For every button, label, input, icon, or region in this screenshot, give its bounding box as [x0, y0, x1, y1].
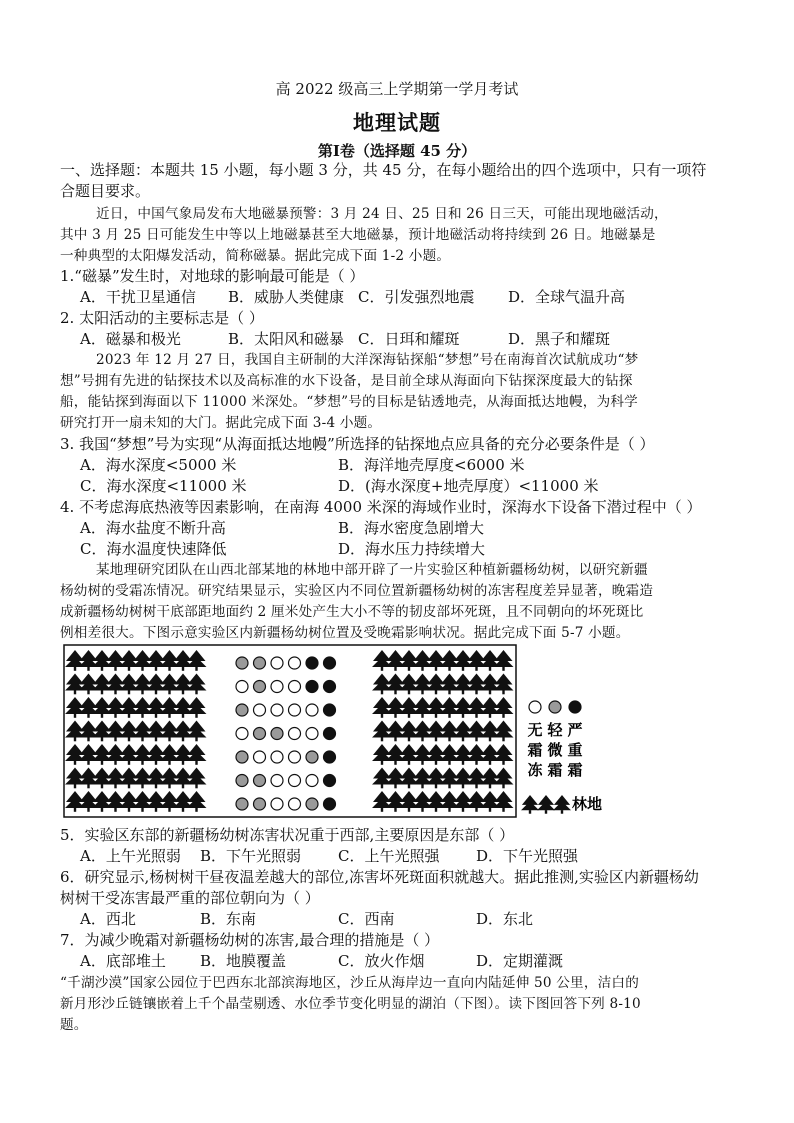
q6-option-d[interactable]: D．东北 [476, 910, 534, 928]
q6-option-c[interactable]: C．西南 [338, 910, 395, 928]
seedling-none [271, 657, 283, 669]
q3-stem: 3. 我国“梦想”号为实现“从海面抵达地幔”所选择的钻探地点应具备的充分必要条件是（ ） [60, 435, 655, 453]
seedling-none [271, 775, 283, 787]
passage4-line-3: 题。 [60, 1017, 88, 1033]
q2-stem: 2. 太阳活动的主要标志是（ ） [60, 309, 264, 327]
q6-option-a[interactable]: A．西北 [80, 910, 136, 928]
legend-label-char: 重 [567, 742, 583, 759]
q7-option-b[interactable]: B．地膜覆盖 [200, 952, 287, 970]
seedling-severe [324, 751, 336, 763]
q7-option-d[interactable]: D．定期灌溉 [476, 952, 564, 970]
seedling-severe [324, 704, 336, 716]
passage4-line-1: “千湖沙漠”国家公园位于巴西东北部滨海地区，沙丘从海岸边一直向内陆延伸 50 公里，洁白的 [60, 975, 639, 991]
passage3-line-4: 例相差很大。下图示意实验区内新疆杨幼树位置及受晚霜影响状况。据此完成下面 5-7 小题。 [60, 625, 630, 641]
exam-line: 高 2022 级高三上学期第一学月考试 [275, 80, 519, 98]
passage3-line-1: 某地理研究团队在山西北部某地的林地中部开辟了一片实验区种植新疆杨幼树，以研究新疆 [96, 562, 648, 578]
seedling-none [236, 681, 248, 693]
legend-label-char: 微 [547, 742, 563, 759]
seedling-severe [324, 657, 336, 669]
seedling-none [271, 704, 283, 716]
seedling-none [289, 657, 301, 669]
q7-stem: 7．为减少晚霜对新疆杨幼树的冻害,最合理的措施是（ ） [60, 931, 440, 949]
seedling-light [254, 798, 266, 810]
q5-stem: 5．实验区东部的新疆杨幼树冻害状况重于西部,主要原因是东部（ ） [60, 826, 515, 844]
seedling-none [306, 775, 318, 787]
passage3-line-3: 成新疆杨幼树树干底部距地面约 2 厘米处产生大小不等的韧皮部坏死斑，且不同朝向的坏死斑比 [60, 604, 644, 620]
q5-option-d[interactable]: D．下午光照强 [476, 847, 579, 865]
seedling-light [236, 798, 248, 810]
legend-label-char: 严 [567, 722, 583, 739]
seedling-light [254, 775, 266, 787]
seedling-severe [324, 681, 336, 693]
seedling-none [254, 704, 266, 716]
legend-forest-label: 林地 [572, 796, 603, 813]
q1-option-b[interactable]: B．威胁人类健康 [228, 288, 345, 306]
q2-option-c[interactable]: C．日珥和耀斑 [358, 330, 460, 348]
seedling-none [289, 728, 301, 740]
legend-swatch [569, 701, 581, 713]
passage1-line-1: 近日，中国气象局发布大地磁暴预警：3 月 24 日、25 日和 26 日三天，可能出现地磁活动， [96, 206, 668, 222]
legend-label-char: 轻 [547, 722, 563, 739]
seedling-none [306, 728, 318, 740]
q2-option-a[interactable]: A．磁暴和极光 [80, 330, 181, 348]
seedling-light [236, 751, 248, 763]
passage2-line-2: 想”号拥有先进的钻探技术以及高标准的水下设备，是目前全球从海面向下钻探深度最大的钻探 [60, 373, 633, 389]
seedling-severe [324, 798, 336, 810]
seedling-severe [306, 657, 318, 669]
seedling-none [289, 704, 301, 716]
legend-label-char: 无 [527, 722, 543, 739]
seedling-light [236, 657, 248, 669]
seedling-light [236, 775, 248, 787]
seedling-none [289, 798, 301, 810]
tree-icon [553, 795, 571, 814]
q5-option-a[interactable]: A．上午光照弱 [80, 847, 181, 865]
q3-option-b[interactable]: B．海洋地壳厚度<6000 米 [338, 456, 525, 474]
seedling-none [289, 681, 301, 693]
q1-option-d[interactable]: D．全球气温升高 [508, 288, 626, 306]
seedling-none [289, 775, 301, 787]
q4-option-b[interactable]: B．海水密度急剧增大 [338, 519, 485, 537]
passage1-line-2: 其中 3 月 25 日可能发生中等以上地磁暴甚至大地磁暴，预计地磁活动将持续到 26 日。地磁暴是 [60, 227, 656, 243]
q4-stem: 4. 不考虑海底热液等因素影响，在南海 4000 米深的海域作业时，深海水下设备下潜过程中（ ） [60, 498, 702, 516]
seedling-none [254, 751, 266, 763]
figure-legend [521, 701, 602, 814]
passage2-line-3: 船，能钻探到海面以下 11000 米深处。“梦想”号的目标是钻透地壳，从海面抵达地幔，为科学 [60, 394, 638, 410]
passage2-line-1: 2023 年 12 月 27 日，我国自主研制的大洋深海钻探船“梦想”号在南海首次试航成功“梦 [96, 352, 639, 368]
q3-option-a[interactable]: A．海水深度<5000 米 [80, 456, 237, 474]
seedling-none [271, 798, 283, 810]
tree-icon [521, 795, 539, 814]
legend-label-char: 霜 [547, 762, 563, 779]
seedling-none [271, 751, 283, 763]
tree-icon [537, 795, 555, 814]
q5-option-b[interactable]: B．下午光照弱 [200, 847, 302, 865]
legend-swatch [549, 701, 561, 713]
q1-stem: 1.“磁暴”发生时，对地球的影响最可能是（ ） [60, 267, 365, 285]
q1-option-a[interactable]: A．干扰卫星通信 [80, 288, 196, 306]
seedling-light [306, 751, 318, 763]
seedling-light [236, 704, 248, 716]
q6-stem-line-2: 树树干受冻害最严重的部位朝向为（ ） [60, 889, 320, 907]
q5-option-c[interactable]: C．上午光照强 [338, 847, 440, 865]
q3-option-d[interactable]: D．(海水深度+地壳厚度）<11000 米 [338, 477, 599, 495]
q7-option-a[interactable]: A．底部堆土 [80, 952, 166, 970]
q6-stem-line-1: 6．研究显示,杨树树干昼夜温差越大的部位,冻害坏死斑面积就越大。据此推测,实验区内新疆杨幼 [60, 868, 699, 886]
seedling-light [271, 728, 283, 740]
subject-title: 地理试题 [353, 110, 441, 135]
q2-option-b[interactable]: B．太阳风和磁暴 [228, 330, 345, 348]
section-title: 第Ⅰ卷（选择题 45 分） [317, 142, 477, 160]
seedling-light [254, 728, 266, 740]
passage3-line-2: 杨幼树的受霜冻情况。研究结果显示，实验区内不同位置新疆杨幼树的冻害程度差异显著，晚霜造 [60, 583, 654, 599]
seedling-light [254, 657, 266, 669]
seedling-none [271, 681, 283, 693]
q4-option-d[interactable]: D．海水压力持续增大 [338, 540, 486, 558]
passage4-line-2: 新月形沙丘链镶嵌着上千个晶莹剔透、水位季节变化明显的湖泊（下图）。读下图回答下列 8-10 [60, 996, 641, 1012]
instructions-line-2: 合题目要求。 [60, 182, 151, 200]
legend-swatch [529, 701, 541, 713]
q3-option-c[interactable]: C．海水深度<11000 米 [80, 477, 247, 495]
seedling-severe [306, 681, 318, 693]
passage2-line-4: 研究打开一扇未知的大门。据此完成下面 3-4 小题。 [60, 415, 382, 431]
legend-label-char: 霜 [527, 742, 543, 759]
q6-option-b[interactable]: B．东南 [200, 910, 257, 928]
frost-figure [60, 643, 620, 823]
legend-label-char: 冻 [527, 762, 543, 779]
instructions-line-1: 一、选择题：本题共 15 小题，每小题 3 分，共 45 分，在每小题给出的四个选项中，只有一项符 [60, 161, 707, 179]
seedling-none [306, 704, 318, 716]
q4-option-a[interactable]: A．海水盐度不断升高 [80, 519, 226, 537]
seedling-none [236, 728, 248, 740]
seedling-severe [324, 728, 336, 740]
q1-option-c[interactable]: C．引发强烈地震 [358, 288, 475, 306]
seedling-severe [324, 775, 336, 787]
q4-option-c[interactable]: C．海水温度快速降低 [80, 540, 227, 558]
seedling-light [306, 798, 318, 810]
q7-option-c[interactable]: C．放火作烟 [338, 952, 425, 970]
q2-option-d[interactable]: D．黑子和耀斑 [508, 330, 611, 348]
passage1-line-3: 一种典型的太阳爆发活动，简称磁暴。据此完成下面 1-2 小题。 [60, 248, 451, 264]
legend-label-char: 霜 [567, 762, 583, 779]
seedling-light [254, 681, 266, 693]
seedling-none [289, 751, 301, 763]
